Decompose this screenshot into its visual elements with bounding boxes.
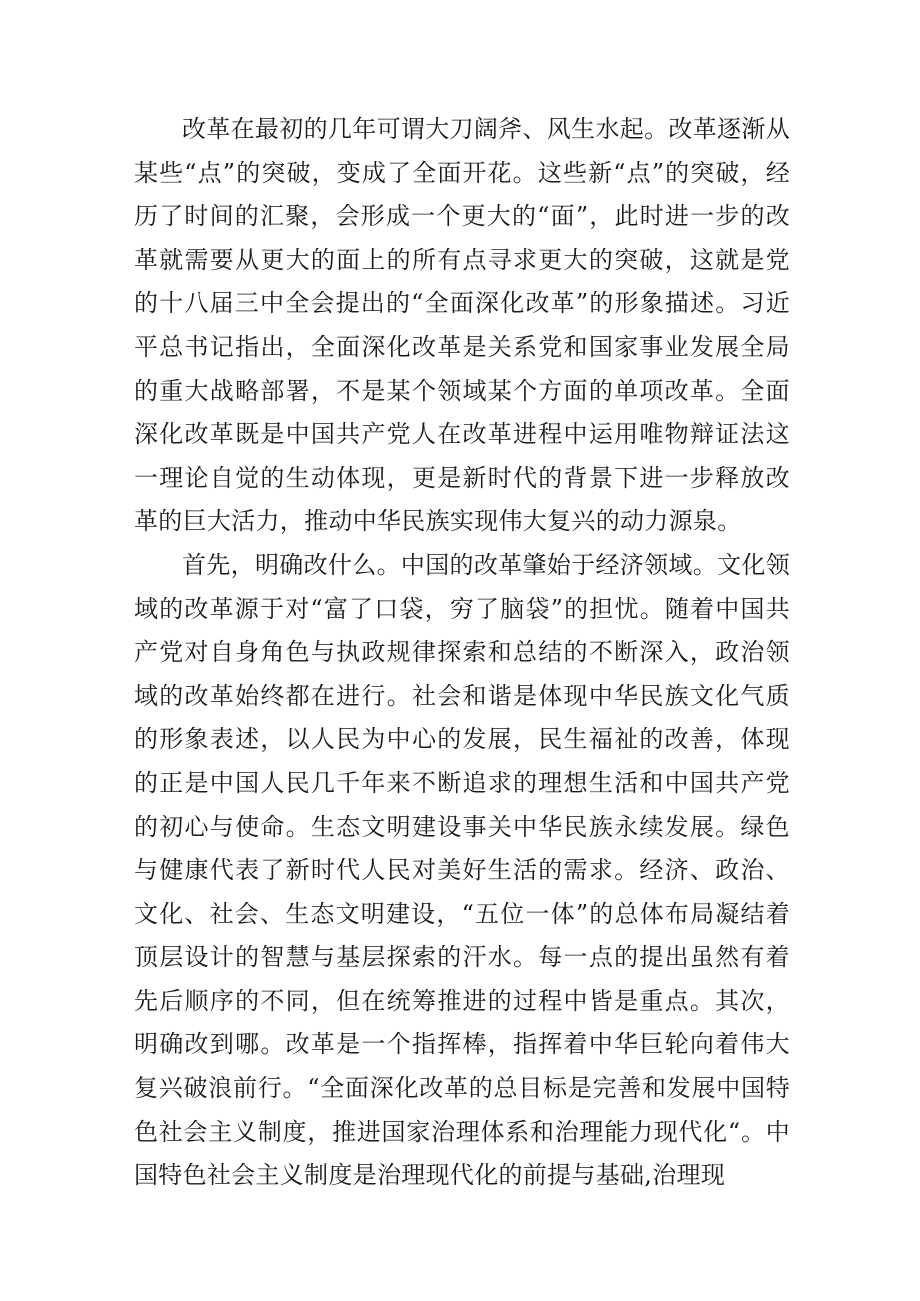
document-body [134,108,790,1198]
paragraph-1: 改革在最初的几年可谓大刀阔斧、风生水起。改革逐渐从某些“点”的突破，变成了全面开花。这些新“点”的突破，经历了时间的汇聚，会形成一个更大的“面”，此时进一步的改革就需要从更大的面上的所有点寻求更大的突破，这就是党的十八届三中全会提出的“全面深化改革”的形象描述。习近平总书记指出，全面深化改革是关系党和国家事业发展全局的重大战略部署，不是某个领域某个方面的单项改革。全面深化改革既是中国共产党人在改革进程中运用唯物辩证法这一理论自觉的生动体现，更是新时代的背景下进一步释放改革的巨大活力，推动中华民族实现伟大复兴的动力源泉。 [134,115,790,536]
paragraph-2: 首先，明确改什么。中国的改革肇始于经济领域。文化领域的改革源于对“富了口袋，穷了脑袋”的担忧。随着中国共产党对自身角色与执政规律探索和总结的不断深入，政治领域的改革始终都在进行。社会和谐是体现中华民族文化气质的形象表述，以人民为中心的发展，民生福祉的改善，体现的正是中国人民几千年来不断追求的理想生活和中国共产党的初心与使命。生态文明建设事关中华民族永续发展。绿色与健康代表了新时代人民对美好生活的需求。经济、政治、文化、社会、生态文明建设，“五位一体”的总体布局凝结着顶层设计的智慧与基层探索的汗水。每一点的提出虽然有着先后顺序的不同，但在统筹推进的过程中皆是重点。其次，明确改到哪。改革是一个指挥棒，指挥着中华巨轮向着伟大复兴破浪前行。“全面深化改革的总目标是完善和发展中国特色社会主义制度，推进国家治理体系和治理能力现代化“。中国特色社会主义制度是治理现代化的前提与基础,治理现 [134,550,790,1190]
